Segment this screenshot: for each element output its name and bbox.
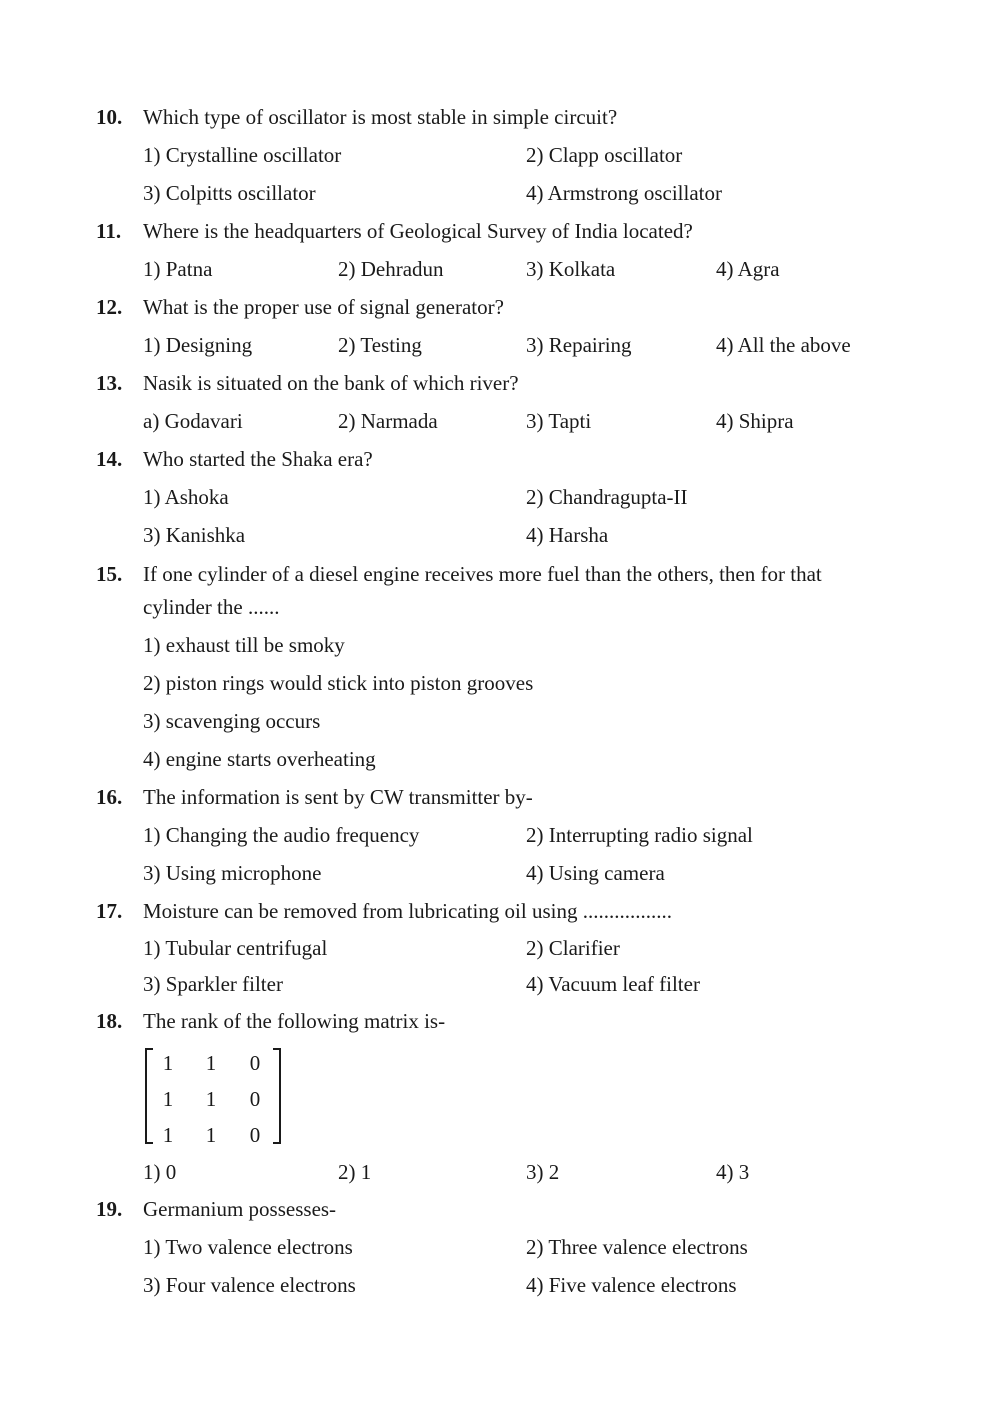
matrix-cell: 1 bbox=[205, 1123, 217, 1147]
question-text: If one cylinder of a diesel engine receives more fuel than the others, then for that bbox=[143, 562, 822, 586]
answer-option: 2) Narmada bbox=[338, 409, 438, 433]
question-number: 13. bbox=[96, 371, 123, 395]
matrix-cell: 1 bbox=[162, 1087, 174, 1111]
answer-option: 2) Three valence electrons bbox=[526, 1235, 748, 1259]
question-text: What is the proper use of signal generator? bbox=[143, 295, 504, 319]
answer-option: 1) Ashoka bbox=[143, 485, 229, 509]
answer-option: 4) Using camera bbox=[526, 861, 665, 885]
answer-option: 3) Using microphone bbox=[143, 861, 322, 885]
matrix-cell: 0 bbox=[249, 1051, 261, 1075]
answer-option: 2) Clarifier bbox=[526, 936, 620, 960]
answer-option: 2) Dehradun bbox=[338, 257, 444, 281]
question-number: 14. bbox=[96, 447, 123, 471]
question-text: Moisture can be removed from lubricating oil using ................. bbox=[143, 899, 672, 923]
question-text-continued: cylinder the ...... bbox=[143, 595, 280, 619]
answer-option: 1) 0 bbox=[143, 1160, 177, 1184]
answer-option: 4) engine starts overheating bbox=[143, 747, 376, 771]
question-number: 15. bbox=[96, 562, 123, 586]
answer-option: 1) Crystalline oscillator bbox=[143, 143, 342, 167]
question-text: Nasik is situated on the bank of which river? bbox=[143, 371, 519, 395]
answer-option: 3) Repairing bbox=[526, 333, 632, 357]
question-text: Germanium possesses- bbox=[143, 1197, 337, 1221]
question-number: 19. bbox=[96, 1197, 123, 1221]
matrix-cell: 1 bbox=[162, 1051, 174, 1075]
matrix-cell: 1 bbox=[162, 1123, 174, 1147]
answer-option: 3) scavenging occurs bbox=[143, 709, 321, 733]
answer-option: 1) Patna bbox=[143, 257, 213, 281]
answer-option: 3) Kanishka bbox=[143, 523, 246, 547]
matrix bbox=[143, 1046, 283, 1146]
answer-option: 2) Interrupting radio signal bbox=[526, 823, 753, 847]
answer-option: 2) Clapp oscillator bbox=[526, 143, 683, 167]
answer-option: 4) 3 bbox=[716, 1160, 750, 1184]
answer-option: 3) Four valence electrons bbox=[143, 1273, 356, 1297]
question-number: 17. bbox=[96, 899, 123, 923]
question-text: The rank of the following matrix is- bbox=[143, 1009, 446, 1033]
matrix-cell: 1 bbox=[205, 1087, 217, 1111]
answer-option: 4) Shipra bbox=[716, 409, 794, 433]
matrix-cell: 0 bbox=[249, 1087, 261, 1111]
answer-option: 4) Armstrong oscillator bbox=[526, 181, 722, 205]
question-number: 11. bbox=[96, 219, 122, 243]
question-text: Who started the Shaka era? bbox=[143, 447, 373, 471]
right-bracket bbox=[273, 1048, 281, 1144]
answer-option: a) Godavari bbox=[143, 409, 243, 433]
question-number: 12. bbox=[96, 295, 123, 319]
question-number: 10. bbox=[96, 105, 123, 129]
answer-option: 4) Agra bbox=[716, 257, 780, 281]
question-text: The information is sent by CW transmitter by- bbox=[143, 785, 533, 809]
answer-option: 2) piston rings would stick into piston grooves bbox=[143, 671, 534, 695]
answer-option: 1) exhaust till be smoky bbox=[143, 633, 345, 657]
question-text: Where is the headquarters of Geological Survey of India located? bbox=[143, 219, 693, 243]
answer-option: 1) Changing the audio frequency bbox=[143, 823, 420, 847]
question-text: Which type of oscillator is most stable in simple circuit? bbox=[143, 105, 618, 129]
answer-option: 3) Sparkler filter bbox=[143, 972, 283, 996]
answer-option: 1) Two valence electrons bbox=[143, 1235, 353, 1259]
answer-option: 1) Tubular centrifugal bbox=[143, 936, 328, 960]
left-bracket bbox=[145, 1048, 153, 1144]
answer-option: 4) Vacuum leaf filter bbox=[526, 972, 700, 996]
answer-option: 4) Five valence electrons bbox=[526, 1273, 737, 1297]
matrix-cell: 0 bbox=[249, 1123, 261, 1147]
answer-option: 3) Tapti bbox=[526, 409, 592, 433]
answer-option: 2) 1 bbox=[338, 1160, 372, 1184]
answer-option: 3) Colpitts oscillator bbox=[143, 181, 316, 205]
question-number: 18. bbox=[96, 1009, 123, 1033]
answer-option: 3) Kolkata bbox=[526, 257, 616, 281]
answer-option: 3) 2 bbox=[526, 1160, 560, 1184]
answer-option: 2) Chandragupta-II bbox=[526, 485, 688, 509]
answer-option: 4) All the above bbox=[716, 333, 851, 357]
question-number: 16. bbox=[96, 785, 123, 809]
matrix-cell: 1 bbox=[205, 1051, 217, 1075]
answer-option: 4) Harsha bbox=[526, 523, 609, 547]
answer-option: 2) Testing bbox=[338, 333, 422, 357]
answer-option: 1) Designing bbox=[143, 333, 253, 357]
